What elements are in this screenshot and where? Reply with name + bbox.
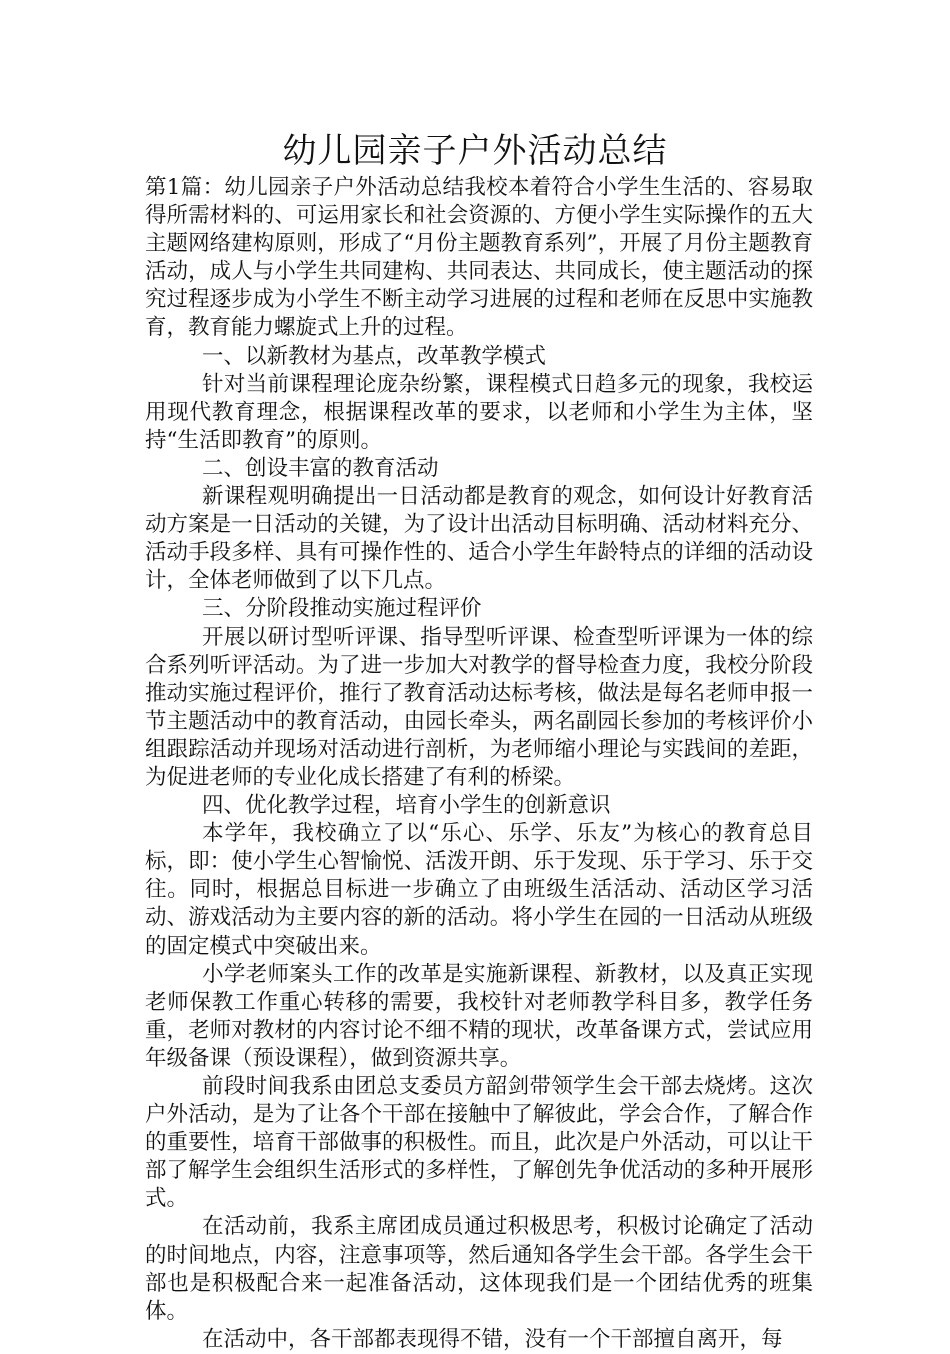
- paragraph-section-1: 针对当前课程理论庞杂纷繁，课程模式日趋多元的现象，我校运用现代教育理念，根据课程改革的要求，以老师和小学生为主体，坚持“生活即教育”的原则。: [145, 371, 813, 453]
- section-heading-1: 一、以新教材为基点，改革教学模式: [202, 343, 547, 369]
- document-title: 幼儿园亲子户外活动总结: [282, 131, 668, 171]
- paragraph-lesson-planning: 小学老师案头工作的改革是实施新课程、新教材，以及真正实现老师保教工作重心转移的需要，我校针对老师教学科目多，教学任务重，老师对教材的内容讨论不细不精的现状，改革备课方式，尝试应用年级备课（预设课程），做到资源共享。: [145, 961, 813, 1071]
- paragraph-intro: 第1篇：幼儿园亲子户外活动总结我校本着符合小学生生活的、容易取得所需材料的、可运用家长和社会资源的、方便小学生实际操作的五大主题网络建构原则，形成了“月份主题教育系列”，开展了月份主题教育活动，成人与小学生共同建构、共同表达、共同成长，使主题活动的探究过程逐步成为小学生不断主动学习进展的过程和老师在反思中实施教育，教育能力螺旋式上升的过程。: [145, 175, 813, 341]
- paragraph-outdoor-bbq: 前段时间我系由团总支委员方韶剑带领学生会干部去烧烤。这次户外活动，是为了让各个干部在接触中了解彼此，学会合作，了解合作的重要性，培育干部做事的积极性。而且，此次是户外活动，可以让干部了解学生会组织生活形式的多样性，了解创先争优活动的多种开展形式。: [145, 1074, 813, 1212]
- document-body: [145, 174, 813, 1354]
- paragraph-section-2: 新课程观明确提出一日活动都是教育的观念，如何设计好教育活动方案是一日活动的关键，为了设计出活动目标明确、活动材料充分、活动手段多样、具有可操作性的、适合小学生年龄特点的详细的活动设计，全体老师做到了以下几点。: [145, 484, 813, 594]
- section-heading-2: 二、创设丰富的教育活动: [202, 455, 439, 481]
- paragraph-during-activity: 在活动中，各干部都表现得不错，没有一个干部擅自离开，每: [202, 1326, 783, 1352]
- paragraph-section-3: 开展以研讨型听评课、指导型听评课、检查型听评课为一体的综合系列听评活动。为了进一步加大对教学的督导检查力度，我校分阶段推动实施过程评价，推行了教育活动达标考核，做法是每名老师申报一节主题活动中的教育活动，由园长牵头，两名副园长参加的考核评价小组跟踪活动并现场对活动进行剖析，为老师缩小理论与实践间的差距，为促进老师的专业化成长搭建了有利的桥梁。: [145, 624, 813, 790]
- paragraph-section-4: 本学年，我校确立了以“乐心、乐学、乐友”为核心的教育总目标，即：使小学生心智愉悦、活泼开朗、乐于发现、乐于学习、乐于交往。同时，根据总目标进一步确立了由班级生活活动、活动区学习活动、游戏活动为主要内容的新的活动。将小学生在园的一日活动从班级的固定模式中突破出来。: [145, 821, 813, 959]
- paragraph-before-activity: 在活动前，我系主席团成员通过积极思考，积极讨论确定了活动的时间地点，内容，注意事项等，然后通知各学生会干部。各学生会干部也是积极配合来一起准备活动，这体现我们是一个团结优秀的班集体。: [145, 1214, 813, 1324]
- section-heading-4: 四、优化教学过程，培育小学生的创新意识: [202, 793, 611, 819]
- section-heading-3: 三、分阶段推动实施过程评价: [202, 596, 482, 622]
